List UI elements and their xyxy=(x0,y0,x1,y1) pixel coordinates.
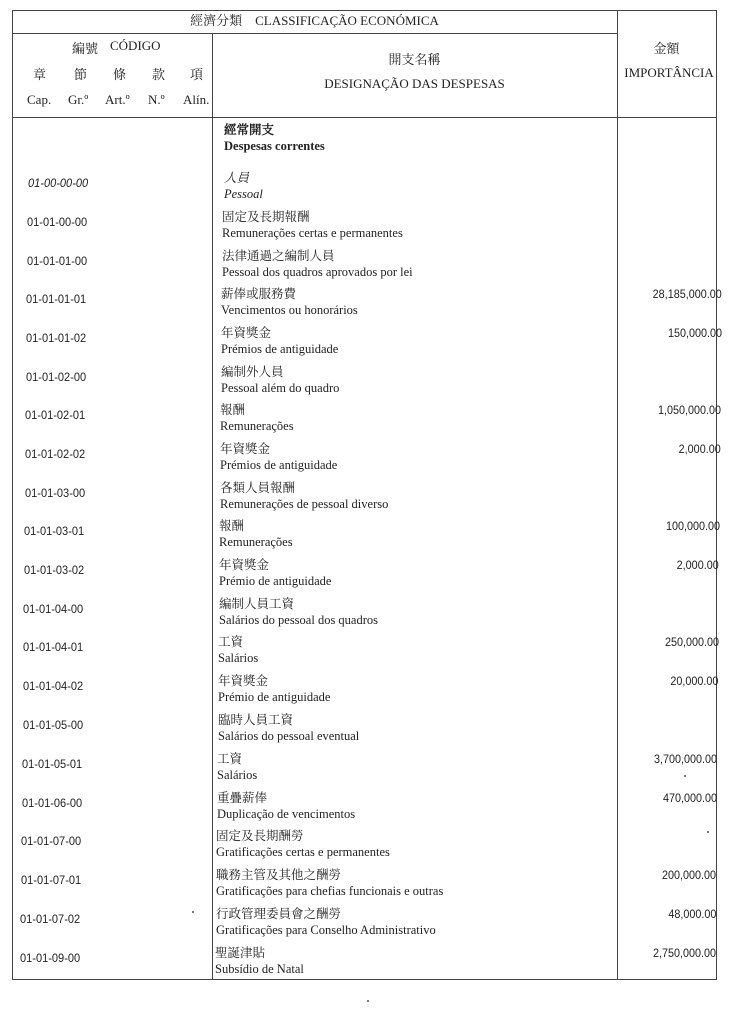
subcol-alin-zh: 項 xyxy=(190,67,204,82)
code-column-divider xyxy=(212,33,213,980)
subcol-gr-zh: 節 xyxy=(74,67,88,82)
row-designation-pt: Gratificações para Conselho Administrativo xyxy=(216,923,436,937)
row-amount: 2,000.00 xyxy=(676,558,719,572)
row-amount: 1,050,000.00 xyxy=(657,403,721,417)
designation-header-zh: 開支名稱 xyxy=(388,52,441,67)
row-amount: 2,750,000.00 xyxy=(652,946,716,960)
subcol-gr-pt: Gr.º xyxy=(68,92,89,107)
row-amount: 250,000.00 xyxy=(664,635,719,649)
row-designation-zh: 重疊薪俸 xyxy=(217,791,268,805)
row-code: 01-01-02-00 xyxy=(26,370,87,384)
row-code: 01-01-03-01 xyxy=(24,524,85,538)
row-code: 01-01-07-00 xyxy=(21,834,82,848)
row-code: 01-01-00-00 xyxy=(27,215,88,229)
row-designation-zh: 固定及長期報酬 xyxy=(222,210,310,224)
table-bottom-border xyxy=(12,979,717,980)
amount-header-zh: 金額 xyxy=(653,41,680,56)
row-designation-pt: Remunerações xyxy=(219,535,293,549)
row-designation-pt: Prémios de antiguidade xyxy=(220,458,338,472)
row-amount: 150,000.00 xyxy=(667,326,722,340)
code-header-pt: CÓDIGO xyxy=(110,38,161,53)
subcol-art-pt: Art.º xyxy=(105,92,130,107)
row-designation-pt: Salários do pessoal eventual xyxy=(218,729,360,743)
row-designation-pt: Pessoal além do quadro xyxy=(221,381,340,395)
scan-speck xyxy=(367,1000,369,1002)
scan-speck xyxy=(707,831,709,833)
row-designation-pt: Despesas correntes xyxy=(224,139,325,153)
row-code: 01-01-07-02 xyxy=(20,912,81,926)
row-designation-zh: 人員 xyxy=(224,171,250,185)
classification-header-rule xyxy=(12,33,617,34)
row-code: 01-01-02-02 xyxy=(25,447,86,461)
row-designation-zh: 聖誕津貼 xyxy=(215,946,266,960)
row-designation-pt: Salários xyxy=(217,768,258,782)
subcol-cap-pt: Cap. xyxy=(27,92,52,107)
row-code: 01-01-04-00 xyxy=(23,602,84,616)
header-bottom-rule xyxy=(12,117,717,118)
scan-speck xyxy=(684,775,686,777)
row-amount: 200,000.00 xyxy=(661,868,716,882)
row-designation-zh: 薪俸或服務費 xyxy=(221,287,297,301)
row-designation-zh: 報酬 xyxy=(220,403,246,417)
row-designation-zh: 固定及長期酬勞 xyxy=(216,829,304,843)
row-code: 01-01-05-00 xyxy=(23,718,84,732)
row-designation-zh: 編制外人員 xyxy=(221,365,284,379)
row-amount: 2,000.00 xyxy=(678,442,721,456)
row-code: 01-01-07-01 xyxy=(21,873,82,887)
designation-header-pt: DESIGNAÇÃO DAS DESPESAS xyxy=(324,76,505,91)
row-designation-pt: Pessoal dos quadros aprovados por lei xyxy=(222,265,413,279)
scan-speck xyxy=(192,911,194,913)
subcol-alin-pt: Alín. xyxy=(183,92,210,107)
row-designation-zh: 工資 xyxy=(218,635,244,649)
row-designation-zh: 年資獎金 xyxy=(221,326,272,340)
row-designation-zh: 年資獎金 xyxy=(219,558,270,572)
row-designation-pt: Remunerações xyxy=(220,419,294,433)
row-code: 01-01-05-01 xyxy=(22,757,83,771)
row-code: 01-01-01-00 xyxy=(27,254,88,268)
classification-header: 經濟分類 CLASSIFICAÇÃO ECONÓMICA xyxy=(190,13,439,28)
row-amount: 20,000.00 xyxy=(669,674,718,688)
row-designation-pt: Subsídio de Natal xyxy=(215,962,304,976)
row-designation-pt: Salários do pessoal dos quadros xyxy=(219,613,379,627)
row-designation-pt: Vencimentos ou honorários xyxy=(221,303,358,317)
row-designation-zh: 編制人員工資 xyxy=(219,597,295,611)
row-designation-pt: Prémio de antiguidade xyxy=(219,574,332,588)
amount-column-divider xyxy=(617,10,618,980)
row-designation-zh: 報酬 xyxy=(219,519,245,533)
row-designation-zh: 各類人員報酬 xyxy=(220,481,296,495)
row-amount: 3,700,000.00 xyxy=(653,752,717,766)
row-code: 01-01-09-00 xyxy=(20,951,81,965)
table-right-border xyxy=(716,10,717,980)
row-designation-zh: 年資獎金 xyxy=(220,442,271,456)
row-amount: 28,185,000.00 xyxy=(652,287,722,301)
row-designation-pt: Prémio de antiguidade xyxy=(218,690,331,704)
row-designation-pt: Duplicação de vencimentos xyxy=(217,807,356,821)
row-designation-zh: 年資獎金 xyxy=(218,674,269,688)
row-code: 01-00-00-00 xyxy=(28,176,89,190)
row-designation-zh: 工資 xyxy=(217,752,243,766)
subcol-art-zh: 條 xyxy=(113,67,127,82)
row-designation-zh: 職務主管及其他之酬勞 xyxy=(216,868,342,882)
row-amount: 48,000.00 xyxy=(667,907,716,921)
row-amount: 100,000.00 xyxy=(665,519,720,533)
row-code: 01-01-01-01 xyxy=(26,292,87,306)
row-code: 01-01-04-01 xyxy=(23,640,84,654)
row-code: 01-01-01-02 xyxy=(26,331,87,345)
row-code: 01-01-03-00 xyxy=(25,486,86,500)
row-code: 01-01-04-02 xyxy=(23,679,84,693)
row-designation-zh: 臨時人員工資 xyxy=(218,713,294,727)
subcol-cap-zh: 章 xyxy=(33,67,47,82)
row-code: 01-01-06-00 xyxy=(22,796,83,810)
code-header-zh: 編號 xyxy=(72,41,99,56)
row-amount: 470,000.00 xyxy=(662,791,717,805)
row-designation-zh: 法律通過之編制人員 xyxy=(222,249,335,263)
row-designation-zh: 行政管理委員會之酬勞 xyxy=(216,907,342,921)
row-designation-pt: Prémios de antiguidade xyxy=(221,342,339,356)
row-code: 01-01-03-02 xyxy=(24,563,85,577)
row-designation-pt: Gratificações para chefias funcionais e outras xyxy=(216,884,444,898)
subcol-n-pt: N.º xyxy=(148,92,165,107)
row-designation-pt: Salários xyxy=(218,651,259,665)
amount-header-pt: IMPORTÂNCIA xyxy=(624,65,714,80)
subcol-n-zh: 款 xyxy=(152,67,166,82)
row-designation-pt: Remunerações certas e permanentes xyxy=(222,226,403,240)
table-left-border xyxy=(12,10,13,980)
row-code: 01-01-02-01 xyxy=(25,408,86,422)
row-designation-pt: Gratificações certas e permanentes xyxy=(216,845,390,859)
row-designation-pt: Pessoal xyxy=(224,187,263,201)
row-designation-zh: 經常開支 xyxy=(224,123,275,137)
row-designation-pt: Remunerações de pessoal diverso xyxy=(220,497,389,511)
